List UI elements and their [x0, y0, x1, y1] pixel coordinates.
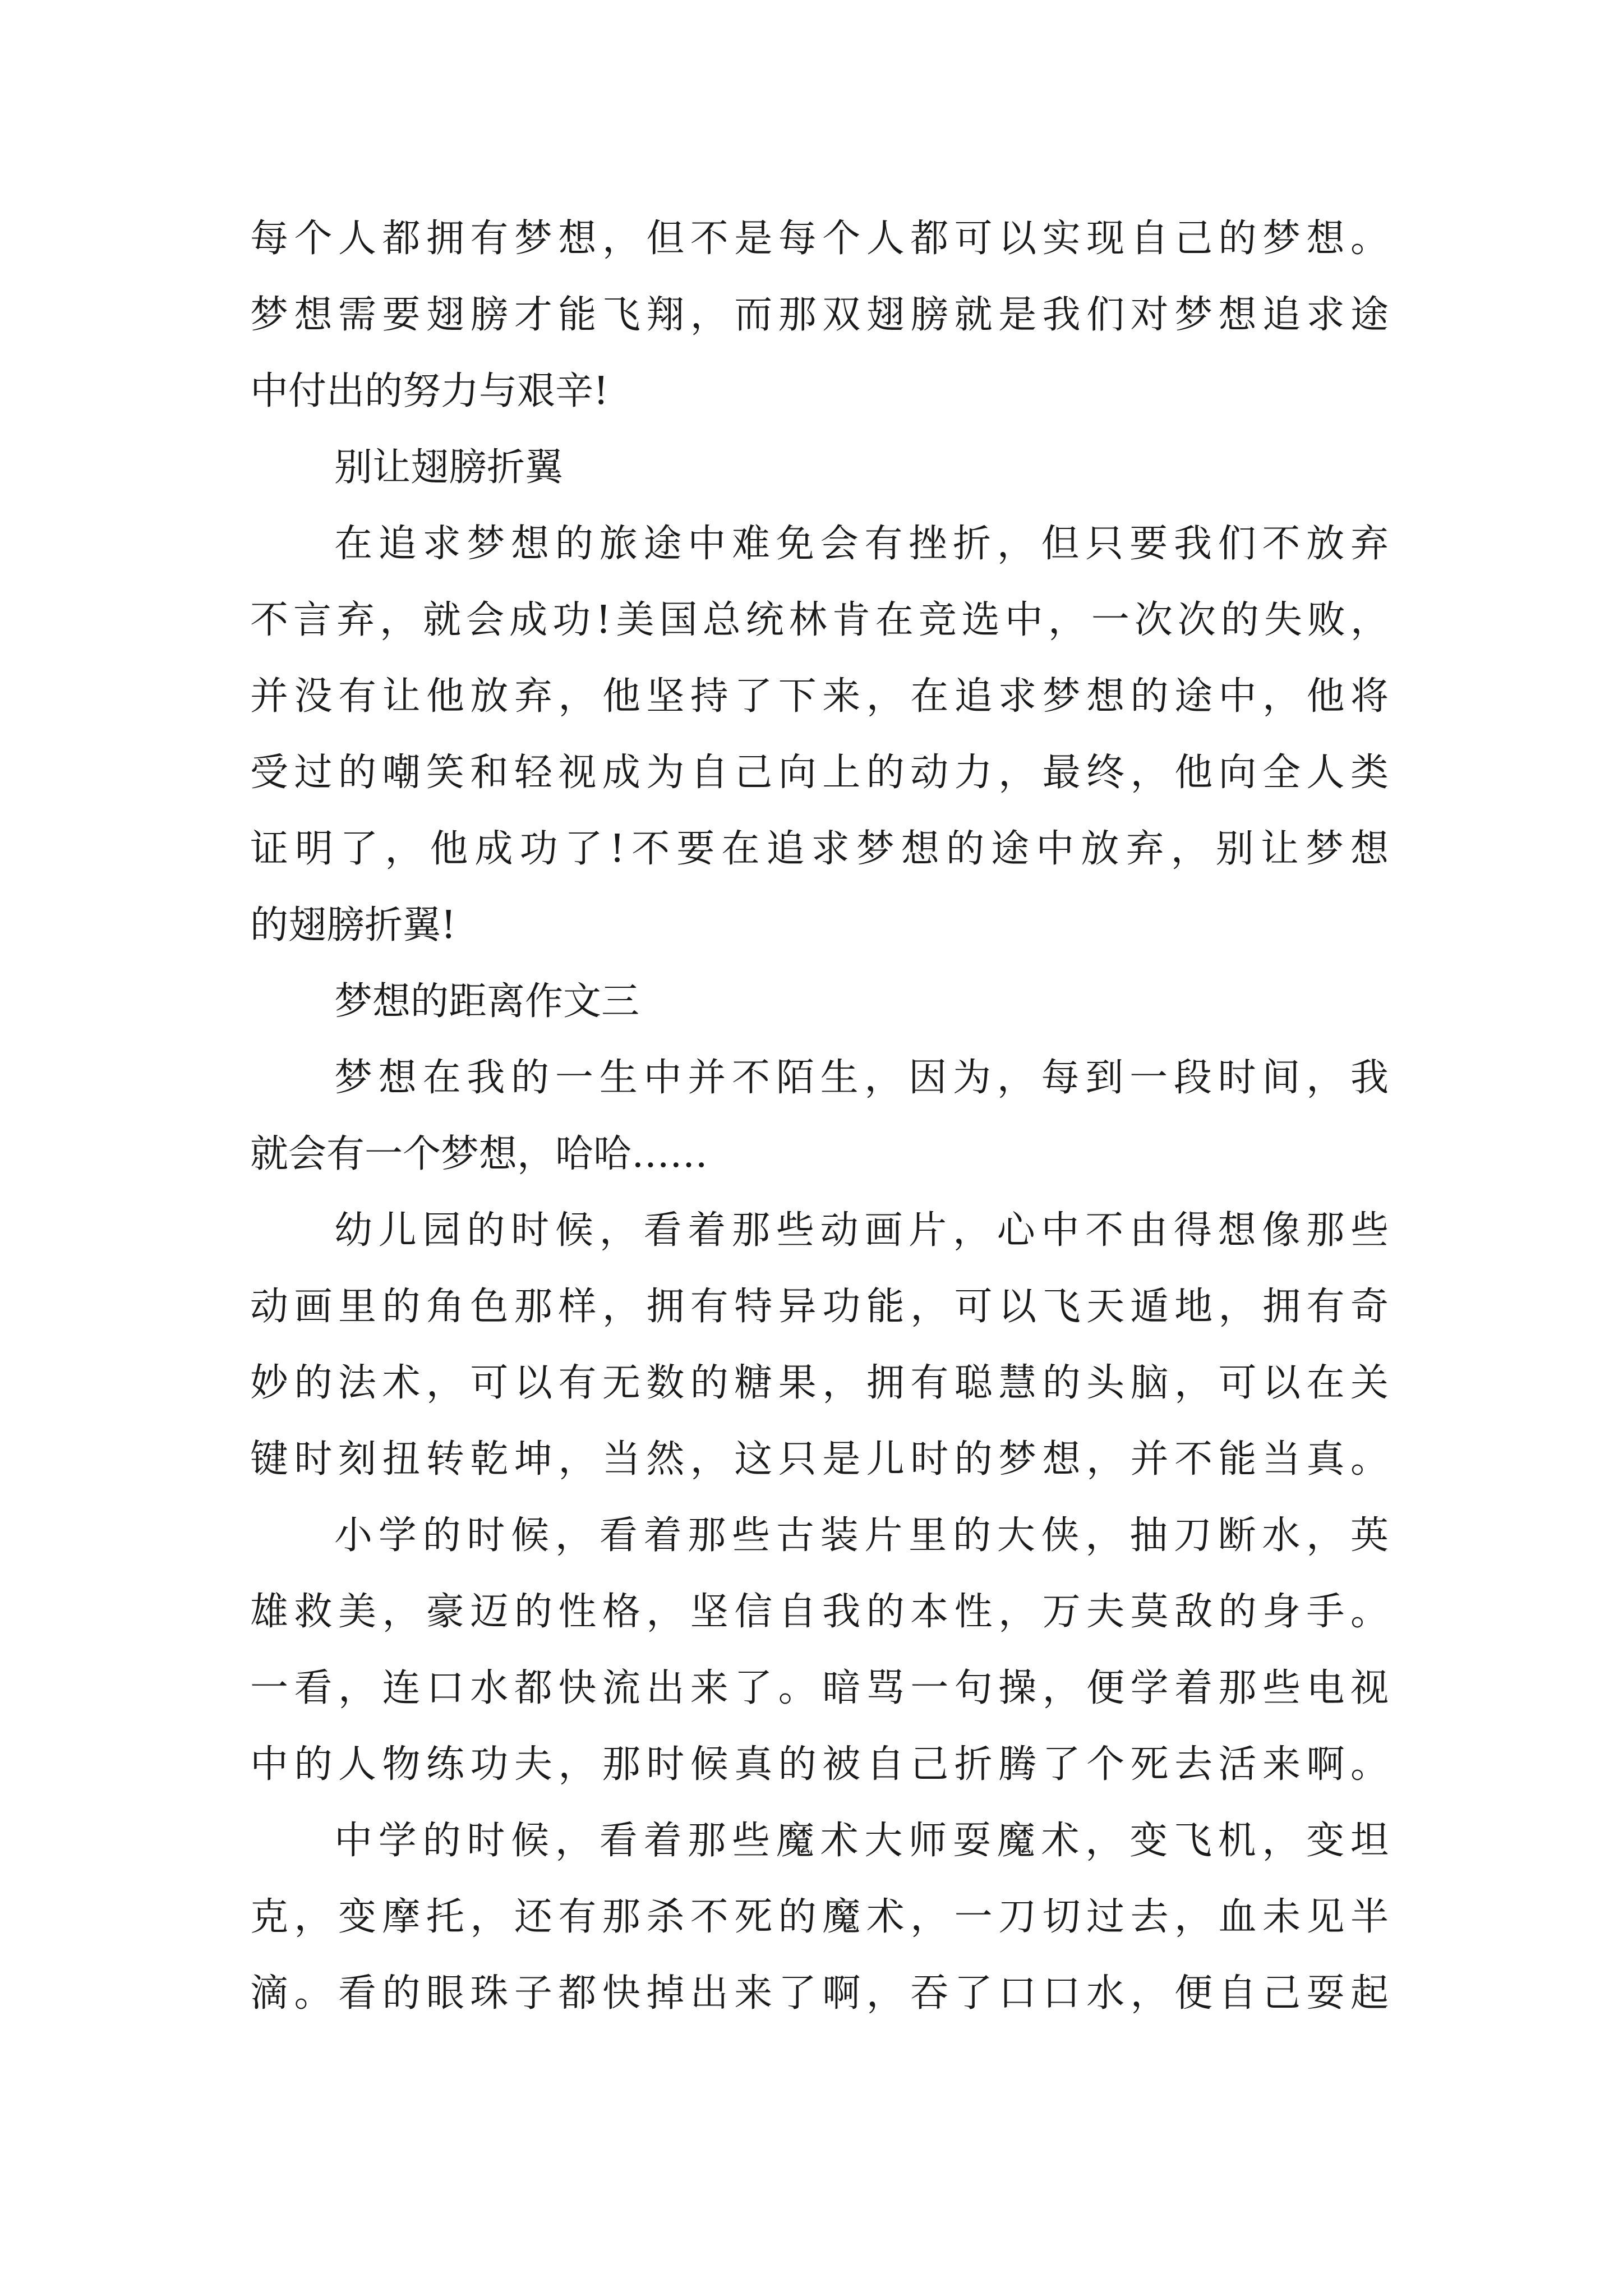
paragraph-line: 幼儿园的时候，看着那些动画片，心中不由得想像那些 — [334, 1208, 1389, 1253]
section-heading: 梦想的距离作文三 — [334, 979, 640, 1024]
paragraph-line: 不言弃，就会成功!美国总统林肯在竞选中，一次次的失败， — [250, 598, 1389, 642]
paragraph-line: 动画里的角色那样，拥有特异功能，可以飞天遁地，拥有奇 — [250, 1285, 1389, 1329]
paragraph-line: 雄救美，豪迈的性格，坚信自我的本性，万夫莫敌的身手。 — [250, 1590, 1389, 1634]
paragraph-line: 中的人物练功夫，那时候真的被自己折腾了个死去活来啊。 — [250, 1742, 1389, 1787]
paragraph-line: 就会有一个梦想，哈哈…… — [250, 1132, 708, 1176]
paragraph-line: 并没有让他放弃，他坚持了下来，在追求梦想的途中，他将 — [250, 674, 1389, 719]
paragraph-line: 梦想需要翅膀才能飞翔，而那双翅膀就是我们对梦想追求途 — [250, 293, 1389, 337]
paragraph-line: 每个人都拥有梦想，但不是每个人都可以实现自己的梦想。 — [250, 217, 1389, 261]
paragraph-line: 滴。看的眼珠子都快掉出来了啊，吞了口口水，便自己耍起 — [250, 1971, 1389, 2016]
paragraph-line: 小学的时候，看着那些古装片里的大侠，抽刀断水，英 — [334, 1513, 1389, 1558]
paragraph-line: 克，变摩托，还有那杀不死的魔术，一刀切过去，血未见半 — [250, 1895, 1389, 1939]
paragraph-line: 在追求梦想的旅途中难免会有挫折，但只要我们不放弃 — [334, 522, 1389, 566]
paragraph-line: 中学的时候，看着那些魔术大师耍魔术，变飞机，变坦 — [334, 1819, 1389, 1863]
paragraph-line: 一看，连口水都快流出来了。暗骂一句操，便学着那些电视 — [250, 1666, 1389, 1710]
section-heading: 别让翅膀折翼 — [334, 445, 564, 490]
paragraph-line: 证明了，他成功了!不要在追求梦想的途中放弃，别让梦想 — [250, 827, 1389, 871]
paragraph-line: 中付出的努力与艰辛! — [250, 369, 609, 413]
paragraph-line: 受过的嘲笑和轻视成为自己向上的动力，最终，他向全人类 — [250, 751, 1389, 795]
paragraph-line: 梦想在我的一生中并不陌生，因为，每到一段时间，我 — [334, 1056, 1389, 1100]
essay-body — [250, 201, 1389, 2032]
paragraph-line: 键时刻扭转乾坤，当然，这只是儿时的梦想，并不能当真。 — [250, 1437, 1389, 1481]
paragraph-line: 妙的法术，可以有无数的糖果，拥有聪慧的头脑，可以在关 — [250, 1361, 1389, 1405]
paragraph-line: 的翅膀折翼! — [250, 903, 457, 947]
